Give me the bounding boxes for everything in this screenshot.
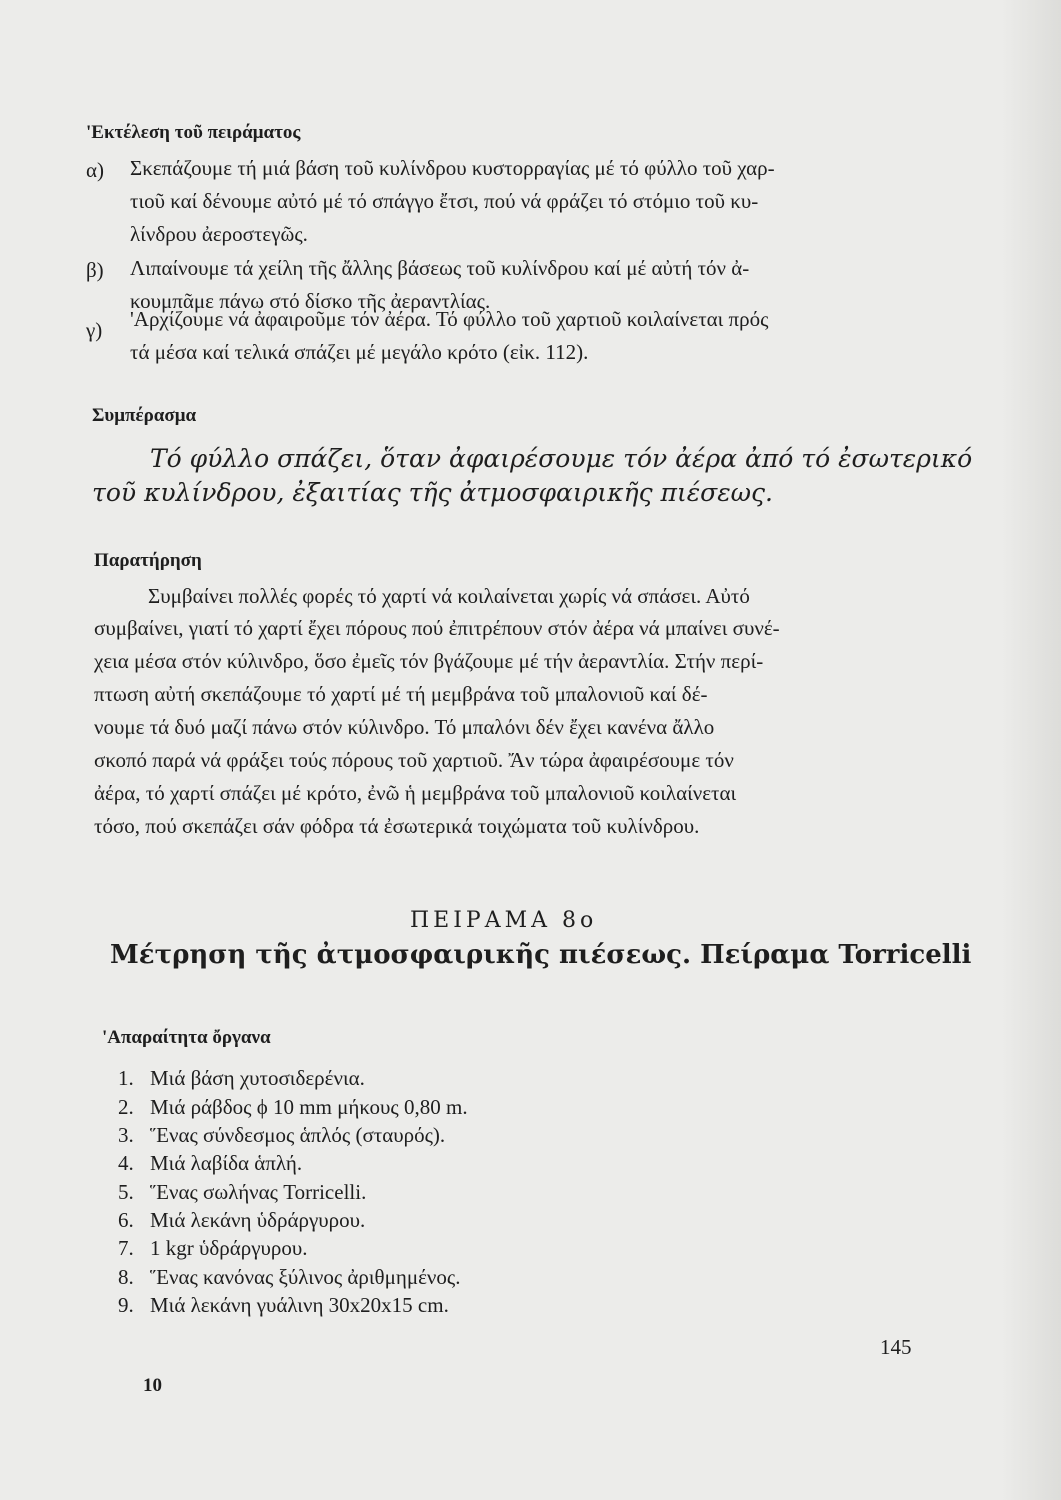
list-item	[118, 1208, 365, 1233]
observation-line: πτωση αὐτή σκεπάζουμε τό χαρτί μέ τή μεμβράνα τοῦ μπαλονιοῦ καί δέ-	[94, 682, 708, 706]
observation-line: ἀέρα, τό χαρτί σπάζει μέ κρότο, ἐνῶ ἡ μεμβράνα τοῦ μπαλονιοῦ κοιλαίνεται	[94, 781, 737, 805]
list-item	[118, 1180, 366, 1205]
list-item	[118, 1066, 365, 1091]
page-edge-shadow	[1001, 0, 1061, 1500]
list-item-text: Μιά λαβίδα ἁπλή.	[150, 1151, 303, 1175]
step-c-label: γ)	[86, 318, 103, 342]
equipment-heading: 'Απαραίτητα ὄργανα	[102, 1027, 271, 1048]
observation-text	[94, 612, 780, 843]
execution-heading: 'Εκτέλεση τοῦ πειράματος	[86, 122, 301, 143]
list-item	[118, 1236, 308, 1261]
step-b-line: κουμπᾶμε πάνω στό δίσκο τῆς ἀεραντλίας.	[130, 289, 491, 313]
step-b-label: β)	[86, 258, 104, 282]
list-item-number: 8.	[118, 1265, 134, 1289]
list-item-number: 5.	[118, 1180, 134, 1204]
list-item-number: 6.	[118, 1208, 134, 1232]
conclusion-line-1: Τό φύλλο σπάζει, ὅταν ἀφαιρέσουμε τόν ἀέρα ἀπό τό ἐσωτερικό	[150, 444, 973, 473]
experiment-number: ΠΕΙΡΑΜΑ 8ο	[410, 908, 598, 933]
list-item-text: Ἕνας σωλήνας Torricelli.	[150, 1180, 367, 1204]
conclusion-line-2: τοῦ κυλίνδρου, ἐξαιτίας τῆς ἀτμοσφαιρικῆς πιέσεως.	[92, 478, 773, 507]
step-b-line: Λιπαίνουμε τά χείλη τῆς ἄλλης βάσεως τοῦ κυλίνδρου καί μέ αὐτή τόν ἀ-	[130, 256, 750, 280]
list-item-text: Μιά λεκάνη γυάλινη 30x20x15 cm.	[150, 1293, 449, 1317]
list-item	[118, 1123, 445, 1148]
observation-line-1: Συμβαίνει πολλές φορές τό χαρτί νά κοιλαίνεται χωρίς νά σπάσει. Αὐτό	[148, 584, 750, 608]
list-item	[118, 1151, 302, 1176]
list-item-text: Μιά ράβδος ϕ 10 mm μήκους 0,80 m.	[150, 1095, 468, 1119]
conclusion-heading: Συμπέρασμα	[92, 405, 197, 426]
step-a-line: λίνδρου ἀεροστεγῶς.	[130, 222, 308, 246]
step-a-text	[130, 152, 775, 251]
step-a-label: α)	[86, 158, 104, 182]
list-item	[118, 1293, 449, 1318]
page-number: 145	[880, 1335, 912, 1359]
observation-line: σκοπό παρά νά φράξει τούς πόρους τοῦ χαρτιοῦ. Ἄν τώρα ἀφαιρέσουμε τόν	[94, 748, 734, 772]
list-item-number: 4.	[118, 1151, 134, 1175]
list-item-number: 9.	[118, 1293, 134, 1317]
observation-line: νουμε τά δυό μαζί πάνω στόν κύλινδρο. Τό μπαλόνι δέν ἔχει κανένα ἄλλο	[94, 715, 715, 739]
step-a-line: τιοῦ καί δένουμε αὐτό μέ τό σπάγγο ἔτσι, πού νά φράζει τό στόμιο τοῦ κυ-	[130, 189, 759, 213]
list-item-number: 1.	[118, 1066, 134, 1090]
list-item-number: 2.	[118, 1095, 134, 1119]
experiment-title: Μέτρηση τῆς ἀτμοσφαιρικῆς πιέσεως. Πείραμα Torricelli	[110, 940, 972, 970]
list-item-number: 3.	[118, 1123, 134, 1147]
observation-heading: Παρατήρηση	[94, 550, 202, 571]
list-item-text: Ἕνας κανόνας ξύλινος ἀριθμημένος.	[150, 1265, 461, 1289]
step-a-line: Σκεπάζουμε τή μιά βάση τοῦ κυλίνδρου κυστορραγίας μέ τό φύλλο τοῦ χαρ-	[130, 156, 775, 180]
step-c-line: τά μέσα καί τελικά σπάζει μέ μεγάλο κρότο (εἰκ. 112).	[130, 340, 589, 364]
list-item-text: Μιά λεκάνη ὑδράργυρου.	[150, 1208, 366, 1232]
list-item	[118, 1095, 468, 1120]
observation-line: τόσο, πού σκεπάζει σάν φόδρα τά ἐσωτερικά τοιχώματα τοῦ κυλίνδρου.	[94, 814, 700, 838]
signature-mark: 10	[143, 1375, 162, 1396]
step-c-line: 'Αρχίζουμε νά ἀφαιροῦμε τόν ἀέρα. Τό φύλλο τοῦ χαρτιοῦ κοιλαίνεται πρός	[130, 307, 769, 331]
list-item-text: Μιά βάση χυτοσιδερένια.	[150, 1066, 365, 1090]
observation-line: χεια μέσα στόν κύλινδρο, ὅσο ἐμεῖς τόν βγάζουμε μέ τήν ἀεραντλία. Στήν περί-	[94, 649, 764, 673]
list-item-text: Ἕνας σύνδεσμος ἁπλός (σταυρός).	[150, 1123, 446, 1147]
list-item-text: 1 kgr ὑδράργυρου.	[150, 1236, 308, 1260]
list-item	[118, 1265, 460, 1290]
list-item-number: 7.	[118, 1236, 134, 1260]
observation-line: συμβαίνει, γιατί τό χαρτί ἔχει πόρους πού ἐπιτρέπουν στόν ἀέρα νά μπαίνει συνέ-	[94, 616, 780, 640]
step-c-text	[130, 303, 768, 369]
